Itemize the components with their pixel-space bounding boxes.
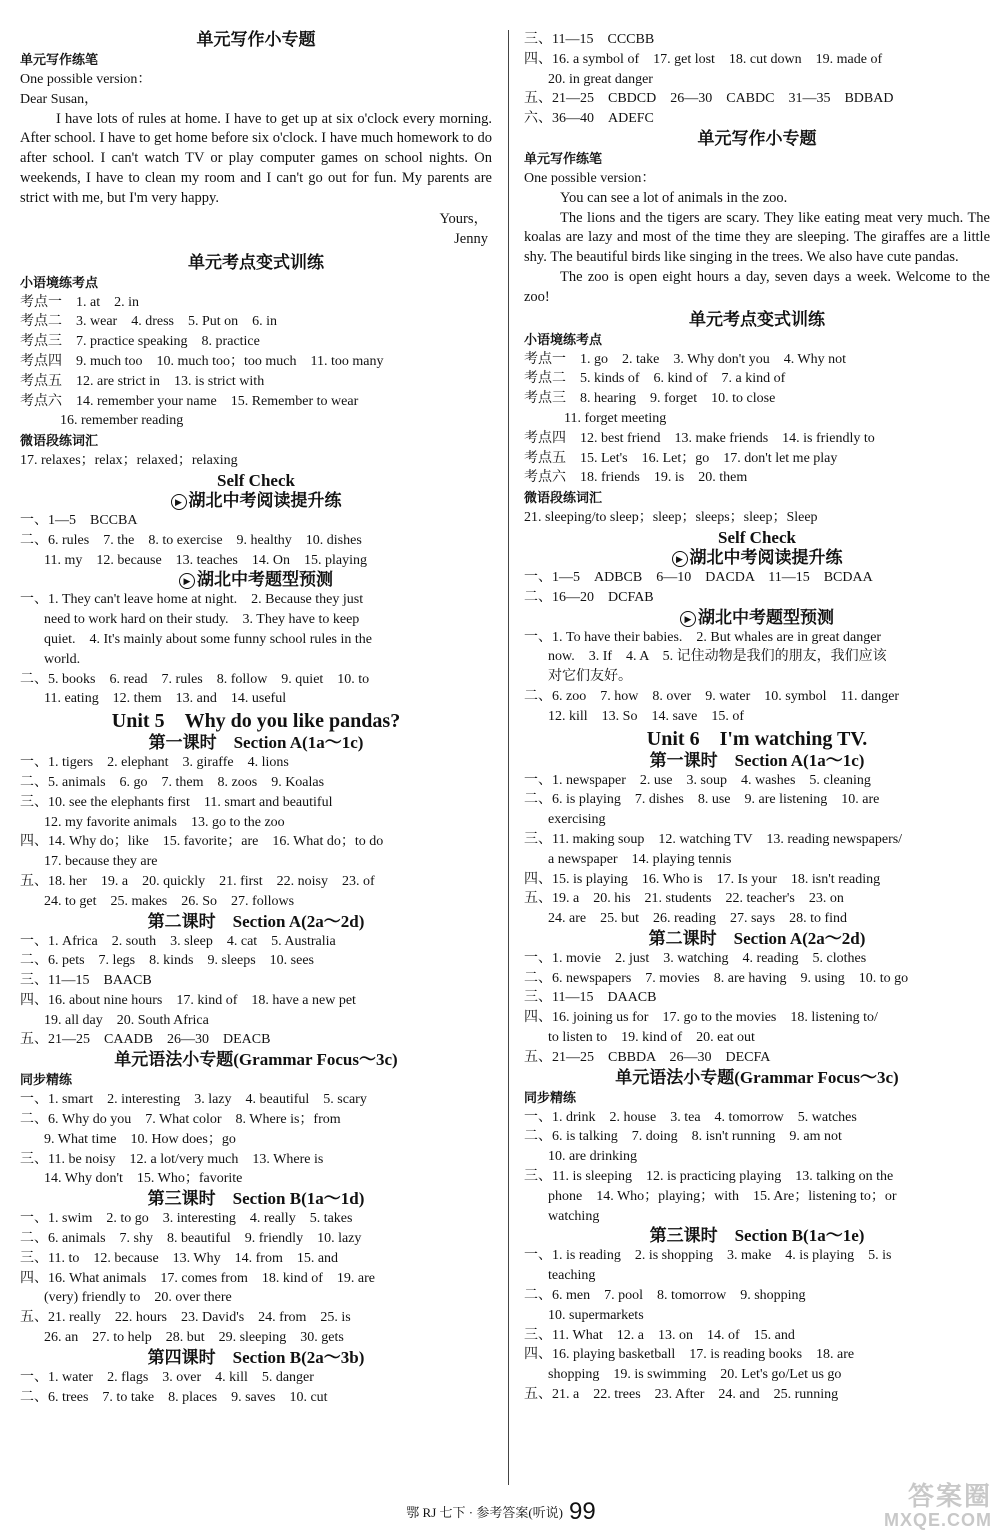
answer-line: 一、1. They can't leave home at night. 2. Because they just <box>20 592 364 608</box>
answer-line: 三、11—15 DAACB <box>524 990 657 1006</box>
answer-line: 11. forget meeting <box>564 410 667 426</box>
answer-line: 三、11. is sleeping 12. is practicing playing 13. talking on the <box>524 1169 894 1185</box>
answer-line: 四、16. a symbol of 17. get lost 18. cut down 19. made of <box>524 51 883 67</box>
answer-line: 三、11. be noisy 12. a lot/very much 13. Where is <box>20 1151 324 1167</box>
answer-line: to listen to 19. kind of 20. eat out <box>548 1030 755 1046</box>
section-title: ▶ 湖北中考阅读提升练 <box>524 548 990 568</box>
answer-line: 三、10. see the elephants first 11. smart and beautiful <box>20 794 333 810</box>
answer-line: 21. sleeping/to sleep；sleep；sleeps；sleep；Sleep <box>524 510 818 526</box>
subsection-label: 小语境练考点 <box>20 274 99 290</box>
answer-line: (very) friendly to 20. over there <box>44 1290 232 1306</box>
lesson-title: 第四课时 Section B(2a～3b) <box>147 1347 365 1367</box>
text-line: One possible version： <box>524 170 656 186</box>
answer-line: 四、14. Why do；like 15. favorite；are 16. What do；to do <box>20 834 384 850</box>
answer-line: 三、11. making soup 12. watching TV 13. reading newspapers/ <box>524 831 903 847</box>
answer-line: quiet. 4. It's mainly about some funny school rules in the <box>44 631 372 647</box>
answer-line: 14. Why don't 15. Who；favorite <box>44 1171 243 1187</box>
subsection-label: 单元写作练笔 <box>524 150 603 166</box>
answer-line: 考点五 12. are strict in 13. is strict with <box>20 373 265 389</box>
self-check-title: Self Check <box>217 470 295 490</box>
answer-line: phone 14. Who；playing；with 15. Are；listening to；or <box>548 1188 897 1204</box>
answer-line: 一、1—5 ADBCB 6—10 DACDA 11—15 BCDAA <box>524 569 873 585</box>
answer-line: 考点六 18. friends 19. is 20. them <box>524 470 748 486</box>
answer-line: now. 3. If 4. A 5. 记住动物是我们的朋友，我们应该 <box>548 649 887 665</box>
answer-line: 四、16. What animals 17. comes from 18. kind of 19. are <box>20 1270 375 1286</box>
answer-line: 一、1. movie 2. just 3. watching 4. reading 5. clothes <box>524 950 867 966</box>
answer-line: 五、21. really 22. hours 23. David's 24. from 25. is <box>20 1310 351 1326</box>
column-divider <box>508 30 509 1485</box>
section-title: 单元考点变式训练 <box>188 252 324 272</box>
answer-line: 二、6. newspapers 7. movies 8. are having 9. using 10. to go <box>524 970 909 986</box>
answer-line: 考点四 9. much too 10. much too；too much 11. too many <box>20 353 384 369</box>
answer-line: watching <box>548 1208 600 1224</box>
answer-line: 五、19. a 20. his 21. students 22. teacher's 23. on <box>524 891 844 907</box>
answer-line: 四、16. playing basketball 17. is reading books 18. are <box>524 1347 855 1363</box>
answer-line: 二、6. is talking 7. doing 8. isn't running 9. am not <box>524 1129 842 1145</box>
essay-paragraph: The zoo is open eight hours a day, seven days a week. Welcome to the zoo! <box>524 268 990 305</box>
answer-line: 一、1. Africa 2. south 3. sleep 4. cat 5. Australia <box>20 933 336 949</box>
page-number: 99 <box>569 1498 596 1525</box>
self-check-title: Self Check <box>718 527 796 547</box>
answer-line: 9. What time 10. How does；go <box>44 1131 236 1147</box>
lesson-title: 第二课时 Section A(2a～2d) <box>648 928 866 948</box>
essay-paragraph: The lions and the tigers are scary. They like eating meat very much. The koalas are lazy and most of the time they are sleeping. The giraffes are a little shy. The beautiful birds like singing in the trees. We also have cute pandas. <box>524 209 990 266</box>
subsection-label: 微语段练词汇 <box>524 490 603 506</box>
answer-line: 17. because they are <box>44 854 158 870</box>
essay-paragraph: You can see a lot of animals in the zoo. <box>560 189 788 206</box>
answer-line: 11. eating 12. them 13. and 14. useful <box>44 691 287 707</box>
answer-line: 24. are 25. but 26. reading 27. says 28. to find <box>548 911 848 927</box>
answer-line: 一、1—5 BCCBA <box>20 512 138 528</box>
answer-line: 10. supermarkets <box>548 1307 644 1323</box>
lesson-title: 第三课时 Section B(1a～1d) <box>147 1189 365 1209</box>
section-title: 单元写作小专题 <box>697 128 817 148</box>
answer-line: 一、1. To have their babies. 2. But whales are in great danger <box>524 629 882 645</box>
watermark-logo <box>832 1482 992 1532</box>
lesson-title: 第二课时 Section A(2a～2d) <box>147 911 365 931</box>
answer-line: a newspaper 14. playing tennis <box>548 851 732 867</box>
answer-line: 三、11—15 BAACB <box>20 973 152 989</box>
answer-line: 一、1. drink 2. house 3. tea 4. tomorrow 5. watches <box>524 1109 857 1125</box>
answer-line: 六、36—40 ADEFC <box>524 111 654 127</box>
answer-line: 20. in great danger <box>548 71 653 87</box>
section-title: 单元考点变式训练 <box>689 309 825 329</box>
answer-line: 11. my 12. because 13. teaches 14. On 15. playing <box>44 552 367 568</box>
answer-line: 12. kill 13. So 14. save 15. of <box>548 708 744 724</box>
letter-closing: Yours， <box>439 210 488 227</box>
answer-line: teaching <box>548 1268 596 1284</box>
unit-title: Unit 5 Why do you like pandas? <box>111 710 401 733</box>
answer-line: 二、6. trees 7. to take 8. places 9. saves 10. cut <box>20 1389 328 1405</box>
answer-line: 二、6. zoo 7. how 8. over 9. water 10. symbol 11. danger <box>524 688 900 704</box>
answer-line: 五、21—25 CBBDA 26—30 DECFA <box>524 1049 771 1065</box>
answer-line: 考点四 12. best friend 13. make friends 14. is friendly to <box>524 430 875 446</box>
answer-line: 二、16—20 DCFAB <box>524 589 654 605</box>
answer-line: 二、6. pets 7. legs 8. kinds 9. sleeps 10. sees <box>20 953 314 969</box>
answer-line: 五、21—25 CBDCD 26—30 CABDC 31—35 BDBAD <box>524 91 894 107</box>
answer-line: 二、6. Why do you 7. What color 8. Where is；from <box>20 1112 341 1128</box>
answer-line: 考点三 7. practice speaking 8. practice <box>20 334 260 350</box>
section-title: 单元写作小专题 <box>196 30 316 49</box>
answer-line: 二、6. men 7. pool 8. tomorrow 9. shopping <box>524 1288 806 1304</box>
answer-line: 24. to get 25. makes 26. So 27. follows <box>44 893 295 909</box>
answer-line: 19. all day 20. South Africa <box>44 1012 209 1028</box>
answer-line: exercising <box>548 812 606 828</box>
answer-line: 一、1. swim 2. to go 3. interesting 4. really 5. takes <box>20 1211 353 1227</box>
answer-line: 三、11. to 12. because 13. Why 14. from 15. and <box>20 1250 339 1266</box>
answer-line: 五、21—25 CAADB 26—30 DEACB <box>20 1032 271 1048</box>
answer-line: 考点二 5. kinds of 6. kind of 7. a kind of <box>524 371 786 387</box>
left-column <box>20 30 492 1407</box>
answer-line: 二、6. rules 7. the 8. to exercise 9. healthy 10. dishes <box>20 532 362 548</box>
answer-line: 五、21. a 22. trees 23. After 24. and 25. running <box>524 1387 839 1403</box>
letter-signature: Jenny <box>454 230 488 247</box>
answer-line: 10. are drinking <box>548 1149 638 1165</box>
answer-line: 16. remember reading <box>60 413 184 429</box>
answer-line: 三、11—15 CCCBB <box>524 32 655 47</box>
grammar-title: 单元语法小专题(Grammar Focus～3c) <box>615 1067 899 1087</box>
answer-line: 对它们友好。 <box>548 669 632 685</box>
play-icon: ▶ <box>680 611 696 627</box>
answer-line: 12. my favorite animals 13. go to the zoo <box>44 814 285 830</box>
subsection-label: 微语段练词汇 <box>20 433 99 449</box>
watermark-line: MXQE.COM <box>883 1510 992 1530</box>
answer-line: 二、6. animals 7. shy 8. beautiful 9. friendly 10. lazy <box>20 1231 362 1247</box>
answer-line: 17. relaxes；relax；relaxed；relaxing <box>20 453 238 469</box>
answer-line: need to work hard on their study. 3. They have to keep <box>44 612 360 628</box>
answer-line: 一、1. smart 2. interesting 3. lazy 4. beautiful 5. scary <box>20 1092 367 1108</box>
answer-line: 五、18. her 19. a 20. quickly 21. first 22. noisy 23. of <box>20 873 375 889</box>
answer-line: 考点一 1. go 2. take 3. Why don't you 4. Why not <box>524 351 847 367</box>
answer-line: 考点二 3. wear 4. dress 5. Put on 6. in <box>20 314 278 330</box>
section-title: ▶ 湖北中考题型预测 <box>524 608 990 628</box>
letter-greeting: Dear Susan， <box>20 91 99 107</box>
right-column <box>524 30 990 1405</box>
answer-line: 一、1. newspaper 2. use 3. soup 4. washes 5. cleaning <box>524 772 871 788</box>
subsection-label: 同步精练 <box>20 1072 73 1088</box>
answer-line: 考点一 1. at 2. in <box>20 294 139 310</box>
grammar-title: 单元语法小专题(Grammar Focus～3c) <box>114 1050 398 1070</box>
lesson-title: 第一课时 Section A(1a～1c) <box>148 733 364 753</box>
answer-line: 考点五 15. Let's 16. Let；go 17. don't let me play <box>524 450 838 466</box>
play-icon: ▶ <box>672 551 688 567</box>
answer-line: 一、1. water 2. flags 3. over 4. kill 5. danger <box>20 1369 314 1385</box>
subsection-label: 小语境练考点 <box>524 331 603 347</box>
play-icon: ▶ <box>179 573 195 589</box>
subsection-label: 同步精练 <box>524 1089 577 1105</box>
answer-line: 二、5. animals 6. go 7. them 8. zoos 9. Koalas <box>20 774 325 790</box>
answer-line: 一、1. tigers 2. elephant 3. giraffe 4. lions <box>20 755 289 771</box>
answer-line: 三、11. What 12. a 13. on 14. of 15. and <box>524 1327 795 1343</box>
answer-line: 考点三 8. hearing 9. forget 10. to close <box>524 391 776 407</box>
answer-line: shopping 19. is swimming 20. Let's go/Let us go <box>548 1367 842 1383</box>
answer-line: 二、6. is playing 7. dishes 8. use 9. are listening 10. are <box>524 792 880 808</box>
answer-line: 四、16. about nine hours 17. kind of 18. have a new pet <box>20 992 356 1008</box>
lesson-title: 第三课时 Section B(1a～1e) <box>649 1226 865 1246</box>
answer-line: 一、1. is reading 2. is shopping 3. make 4. is playing 5. is <box>524 1248 892 1264</box>
play-icon: ▶ <box>171 494 187 510</box>
footer-text: 鄂 RJ 七下 · 参考答案(听说) <box>406 1505 563 1520</box>
unit-title: Unit 6 I'm watching TV. <box>646 727 868 750</box>
answer-line: world. <box>44 651 81 667</box>
section-title: ▶ 湖北中考阅读提升练 <box>20 491 492 511</box>
answer-line: 二、5. books 6. read 7. rules 8. follow 9. quiet 10. to <box>20 671 370 687</box>
letter-body: I have lots of rules at home. I have to get up at six o'clock every morning. After school. I have to get home before six o'clock. I have much homework to do after school. I can't watch TV or play computer games on school nights. On weekends, I have to clean my room and I can't go out for fun. My parents are strict with me, but I'm very happy. <box>20 110 492 206</box>
lesson-title: 第一课时 Section A(1a～1c) <box>649 750 865 770</box>
answer-line: 四、15. is playing 16. Who is 17. Is your 18. isn't reading <box>524 871 881 887</box>
watermark-line: 答案圈 <box>907 1481 992 1511</box>
answer-line: 26. an 27. to help 28. but 29. sleeping 30. gets <box>44 1330 344 1346</box>
answer-line: 考点六 14. remember your name 15. Remember to wear <box>20 393 359 409</box>
section-title: ▶ 湖北中考题型预测 <box>20 570 492 590</box>
text-line: One possible version： <box>20 72 152 87</box>
subsection-label: 单元写作练笔 <box>20 52 99 67</box>
answer-line: 四、16. joining us for 17. go to the movies 18. listening to/ <box>524 1010 878 1026</box>
